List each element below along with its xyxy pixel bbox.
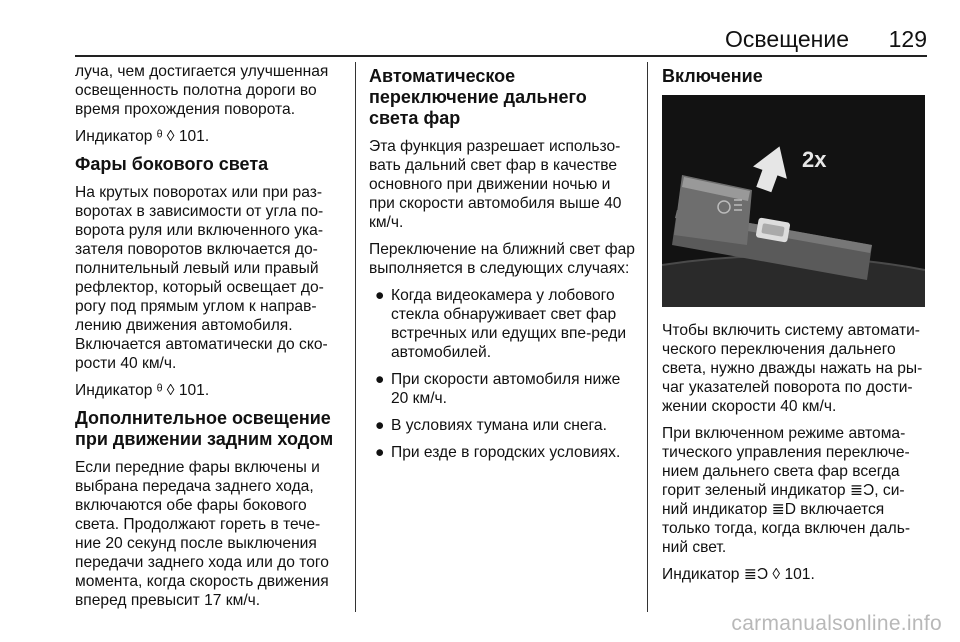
lever-illustration [662, 95, 925, 307]
activation-para-2: При включенном режиме автома-тического управления переключе-нием дальнего света фар всегда горит зеленый индикатор ≣Ɔ, си-ний индикатор ≣D включается только тогда, когда включен даль-ний свет. [662, 425, 911, 556]
activation-para-1: Чтобы включить систему автомати-ческого переключения дальнего света, нужно дважды нажать на ры-чаг указателей поворота по дости-жении скорости 40 км/ч. [662, 322, 923, 415]
activation-heading: Включение [662, 66, 763, 86]
auto-high-beam-para-1: Эта функция разрешает использо-вать дальний свет фар в качестве основного при движении ночью и при скорости автомобиля выше 40 км/ч. [369, 138, 622, 231]
column-divider-1 [355, 62, 356, 612]
bullet-icon: ● [375, 287, 385, 304]
indicator-ref-3: Индикатор ≣Ɔ ◊ 101. [662, 566, 815, 583]
section-title: Освещение [725, 26, 849, 52]
list-item: ● Когда видеокамера у лобового стекла обнаруживает свет фар встречных или едущих впе-реди автомобилей. [375, 287, 627, 361]
header-divider [75, 55, 927, 57]
list-item: ● При скорости автомобиля ниже 20 км/ч. [375, 371, 621, 407]
auto-high-beam-heading: Автоматическое переключение дальнего света фар [369, 66, 587, 128]
conditions-list [369, 286, 635, 462]
column-2 [369, 62, 635, 470]
bullet-icon: ● [375, 371, 385, 388]
list-item: ● При езде в городских условиях. [375, 444, 621, 461]
reverse-lighting-text: Если передние фары включены и выбрана передача заднего хода, включаются обе фары бокового света. Продолжают гореть в тече-ние 20 секунд после выключения передачи заднего хода или до того момента, когда скорость движения вперед превысит 17 км/ч. [75, 459, 329, 609]
list-item: ● В условиях тумана или снега. [375, 417, 607, 434]
column-divider-2 [647, 62, 648, 612]
intro-paragraph: луча, чем достигается улучшенная освещенность полотна дороги во время прохождения поворота. [75, 63, 329, 118]
indicator-ref-2: Индикатор ᶿ ◊ 101. [75, 382, 210, 399]
bullet-icon: ● [375, 417, 385, 434]
auto-high-beam-para-2: Переключение на ближний свет фар выполняется в следующих случаях: [369, 241, 635, 277]
cornering-lights-heading: Фары бокового света [75, 154, 269, 174]
turn-signal-lever-figure [662, 95, 925, 307]
bullet-icon: ● [375, 444, 385, 461]
page-number: 129 [888, 26, 927, 52]
press-twice-label: 2x [802, 147, 827, 172]
cornering-lights-text: На крутых поворотах или при раз-воротах в зависимости от угла по-ворота руля или включенного ука-зателя поворотов включается до-полнительный левый или правый рефлектор, который освещает до-рогу под прямым углом к направ-лению движения автомобиля. Включается автоматически до ско-рости 40 км/ч. [75, 184, 328, 372]
watermark: carmanualsonline.info [731, 612, 942, 635]
column-1 [75, 62, 345, 618]
page-header [75, 26, 927, 56]
indicator-ref-1: Индикатор ᶿ ◊ 101. [75, 128, 210, 145]
column-3 [662, 62, 928, 592]
reverse-lighting-heading: Дополнительное освещение при движении задним ходом [75, 408, 334, 449]
